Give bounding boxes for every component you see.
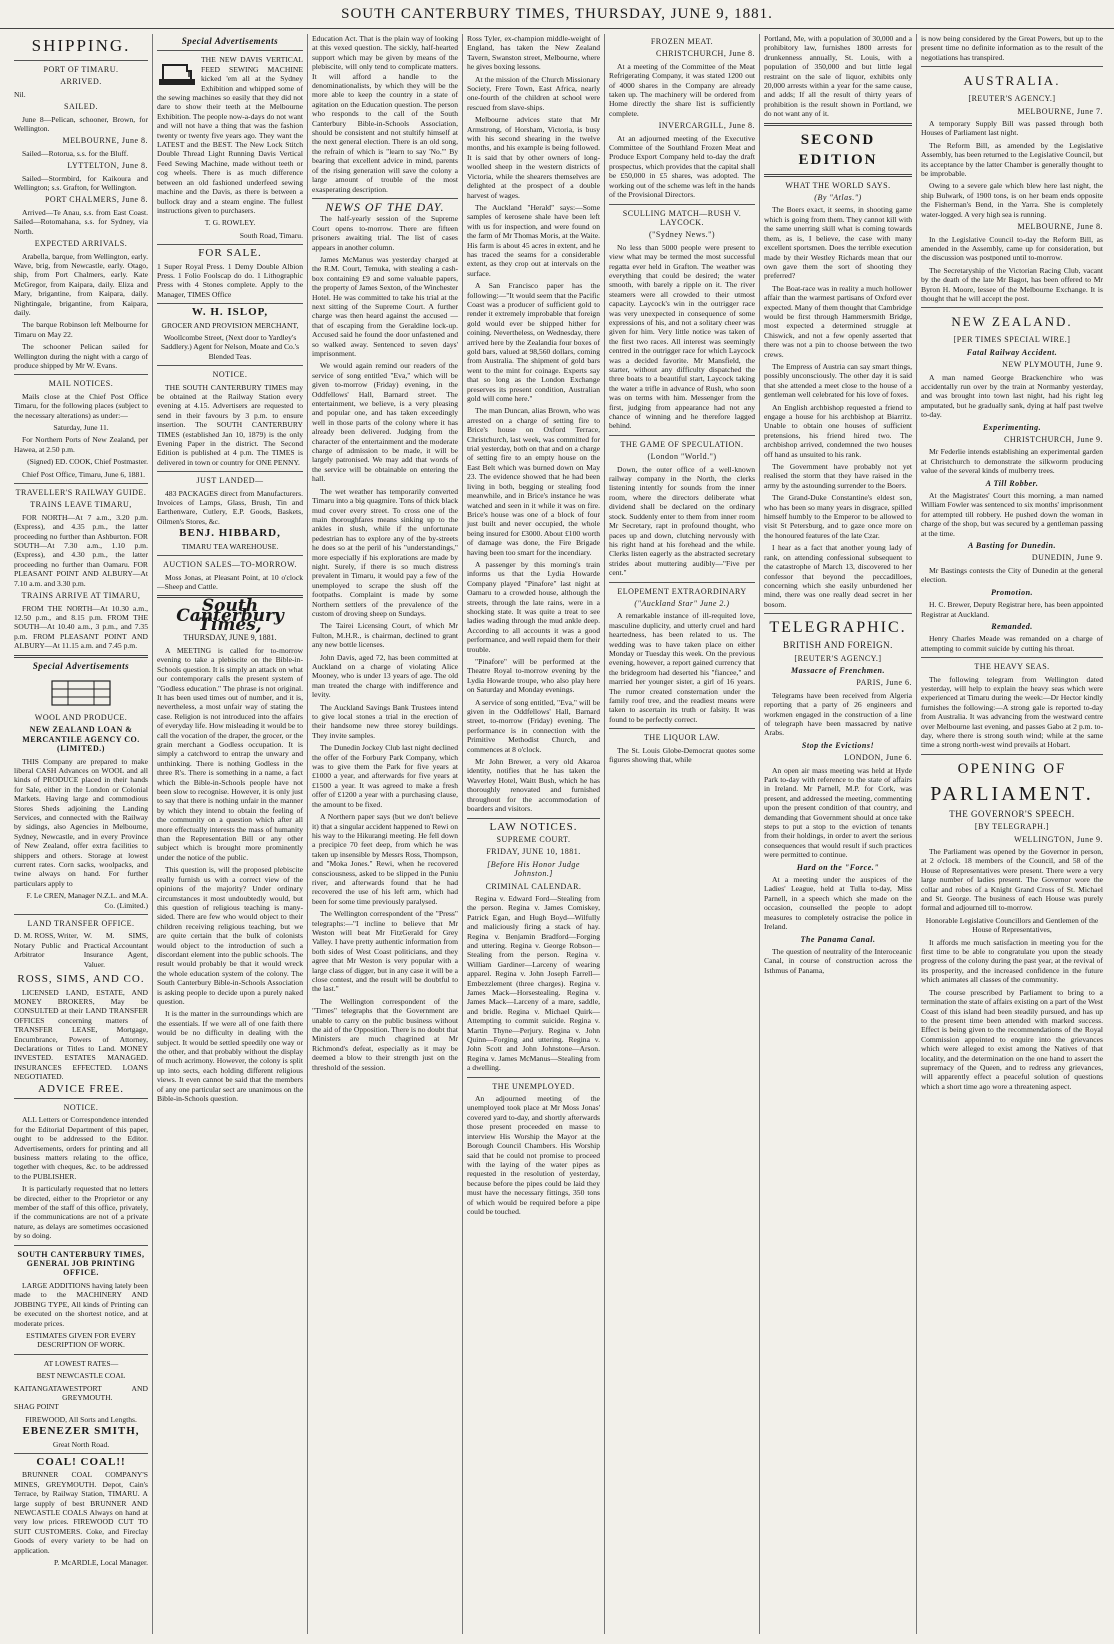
- liquor-text: The St. Louis Globe-Democrat quotes some figures showing that, while: [609, 745, 755, 765]
- frozen-text-2: At an adjourned meeting of the Executive Committee of the Southland Frozen Meat and Produce Export Company held to-day the draft prospectus, which provides that the capital shall be £50,000 in £5 shares, was adopted. The working out of the scheme was left in the hands of the Provisional Directors.: [609, 133, 755, 200]
- mail-signature: (Signed) ED. COOK, Chief Postmaster.: [27, 457, 148, 467]
- land-advice: ADVICE FREE.: [38, 1082, 124, 1095]
- news-item-1: The half-yearly session of the Supreme Court opens to-morrow. There are fifteen prisoners awaiting trial. The list of cases appears in another column.: [312, 214, 458, 252]
- paper-date: THURSDAY, JUNE 9, 1881.: [183, 632, 277, 642]
- auction-text: Moss Jonas, at Pleasant Point, at 10 o'clock—Sheep and Cattle.: [157, 572, 303, 591]
- reuters-credit: [REUTER'S AGENCY.]: [794, 653, 882, 663]
- experimenting-dateline: CHRISTCHURCH, June 9.: [1004, 435, 1103, 444]
- wellington-dateline: WELLINGTON, June 9.: [1014, 834, 1103, 844]
- for-sale-text: 1 Super Royal Press. 1 Demy Double Albion Press. 1 Folio Foolscap do do. 1 Lithographic Press with 4 Stones complete. Apply to the Manager, TIMES Office: [157, 261, 303, 299]
- speculation-heading: THE GAME OF SPECULATION.: [620, 439, 744, 449]
- frozen-dateline-2: INVERCARGILL, June 8.: [658, 121, 755, 131]
- lyttelton-dateline: LYTTELTON, June 8.: [67, 161, 148, 171]
- opening-of-heading: OPENING OF: [957, 760, 1067, 777]
- land-heading: LAND TRANSFER OFFICE.: [27, 919, 135, 929]
- evictions-text: An open air mass meeting was held at Hyde Park to-day with reference to the state of affairs in Ireland. Mr Parnell, M.P. for Cork, was present, and addressed the meeting, commenting upon the present condition of that country, and demanding that Government should at once take steps to put a stop to the eviction of tenants from their holdings, in order to avert the serious consequences that would result if such practices were permitted to continue.: [764, 765, 912, 860]
- basting-text: Mr Bastings contests the City of Dunedin at the general election.: [921, 565, 1103, 585]
- leader-para-3: It is the matter in the surroundings which are the essentials. If we were all of one faith there would be no difficulty in dealing with the subject. It would be settled speedily one way or the other, and that probably without the display of much acrimony. However, the colony is split up into sects, each holding different religious views. It even cannot be said that the members of any one particular sect are unanimous on the Bible-in-Schools question.: [157, 1009, 303, 1104]
- massacre-heading: Massacre of Frenchmen.: [791, 665, 885, 675]
- mail-text-2: For Northern Ports of New Zealand, per Hawea, at 2.50 p.m.: [14, 435, 148, 454]
- news-item-c: The Auckland "Herald" says:—Some samples of kerosene shale have been left with us for inspection, and were found on the farm of Mr Thomas Moris, at the Waite. His farm is about 45 acres in extent, and he has traced the seams for a considerable extent, as they crop out at intervals on the surface.: [467, 202, 600, 278]
- davis-text: THE NEW DAVIS VERTICAL FEED SEWING MACHINE kicked 'em all at the Sydney Exhibition and whipped some of the sewing machines so easily that they did not dare to show their teeth at the Melbourne Exhibition. The people now-a-days do not want and will not have a thing that was the fashion twenty or twenty five years ago. They want the LATEST and the BEST. The New Lock Stitch Double Thread Light Running Davis Vertical Feed Sewing Machine, made without teeth or cog wheels. There is as much difference between an old fashioned underfeed sewing machine and the Davis, as there is between a bullock dray and a steam engine. The fullest instructions given to purchasers.: [157, 55, 303, 215]
- coal-firewood: FIREWOOD, All Sorts and Lengths.: [25, 1414, 137, 1424]
- news-item-7: The Auckland Savings Bank Trustees intend to give local stones a trial in the erection of their handsome new three storey buildings. They invite samples.: [312, 702, 458, 740]
- davis-signature: T. G. ROWLEY.: [204, 218, 256, 228]
- notice-text: ALL Letters or Correspondence intended for the Editorial Department of this paper, ought to be addressed to the Editor. Advertisements, orders for printing and all business matters relating to the office, together with cheques, &c. to be addressed to the PUBLISHER.: [14, 1115, 148, 1181]
- news-item-b: Melbourne advices state that Mr Armstrong, of Horsham, Victoria, is busy with his second shearing in the twelve months, and his example is being followed. It is said that by other owners of long-woolled sheep in the western districts of Victoria, while the shearers themselves are delighted at the prospect of a double harvest of wages.: [467, 115, 600, 200]
- world-text-2: The Boat-race was in reality a much hollower affair than the warmest partisans of Oxford ever expected. Many of them thought that Cambridge would be first through Hammersmith Bridge, most expected a determined struggle at Chiswick, and not a few openly asserted that there was not a pin to choose between the two crews.: [764, 283, 912, 359]
- heavy-seas-heading: THE HEAVY SEAS.: [974, 662, 1050, 672]
- port-chalmers-dateline: PORT CHALMERS, June 8.: [44, 195, 148, 205]
- sculling-heading: SCULLING MATCH—RUSH V. LAYCOCK.: [622, 208, 742, 227]
- news-item-6: John Davis, aged 72, has been committed at Auckland on a charge of violating Alice Mooney, who is under 13 years of age. The old man treated the charge with indifference and levity.: [312, 652, 458, 700]
- news-item-2: James McManus was yesterday charged at the R.M. Court, Temuka, with stealing a cash-box containing £9 and some valuable papers, the property of James Sexton, of the Winchester Hotel. He was committed to take his trial at the next sitting of the Supreme Court. A further charge was then heard against the accused —that of escaping from the Geraldine lock-up. Accused said he found the door unfastened and so walked away. Sentenced to seven days' imprisonment.: [312, 254, 458, 358]
- coal2-signature: P. McARDLE, Local Manager.: [53, 1558, 148, 1568]
- australia-dateline: MELBOURNE, June 7.: [1017, 106, 1103, 116]
- news-item-i: Mr John Brewer, a very old Akaroa identity, notifies that he has taken the Waverley Hotel, Waitt Bush, which he has thoroughly renovated and furnished throughout for the accommodation of boarders and visitors.: [467, 757, 600, 814]
- australia-credit: [REUTER'S AGENCY.]: [968, 94, 1056, 104]
- leader-para-2: This question is, will the proposed plebiscite really furnish us with a correct view of the opinions of the majority? Under ordinary circumstances it most undoubtedly would, but this question of religious teaching is many-sided. There are few who would object to their children receiving religious teaching, but we are quite certain that the bulk of colonists would object to the introduction of such a discordant element into the public schools. The result would probably be that it would wreck the whole education system of the colony. The South Canterbury Bible-in-Schools Association is asking people to decide upon a purely naked question.: [157, 865, 303, 1006]
- wool-heading: WOOL AND PRODUCE.: [34, 712, 128, 722]
- special-ads-heading-2: Special Advertisements: [181, 36, 279, 46]
- sailed-text: June 8—Pelican, schooner, Brown, for Wellington.: [14, 114, 148, 134]
- leader-continued: Education Act. That is the plain way of looking at this vexed question. The sickly, half-hearted support which may be given by means of the plebiscite, will only tend to complicate matters. It will afford a handle to the denominationalists, by which they will be the more able to keep the country in a state of agitation on the Education question. The person who responds to the call of the South Canterbury Bible-in-Schools Association, should be consistent and not stultify himself at the next general election. There is an old song, the refrain of which is "learn to say 'No.'" By bearing that excellent advice in mind, parents of the rising generation will save the colony a large amount of trouble of the most exasperating description.: [312, 34, 458, 194]
- australia-heading: AUSTRALIA.: [963, 73, 1061, 89]
- frozen-text: At a meeting of the Committee of the Meat Refrigerating Company, it was stated 1200 out of 4000 shares in the Company are already taken up. The machinery will be ordered from Home directly the share list is sufficiently complete.: [609, 61, 755, 118]
- accident-dateline: NEW PLYMOUTH, June 9.: [1002, 360, 1103, 370]
- news-item-4: The wet weather has temporarily converted Timaru into a big quagmire. Tons of thick black mud cover every street. To cross one of the main thoroughfares means sinking up to the ankles in slush, while if the unfortunate pedestrian has to explore any of the by-streets he does so at the peril of his "understandings," more especially if his explorations are made by night. Surely, if there is so much distress prevalent in Timaru, it would pay a few of the unemployed to scrape the slush off the footpaths. Complaint is made by some Northern settlers of the prevalence of the custom of droving sheep on Sundays.: [312, 486, 458, 618]
- governor-text-4: The course prescribed by Parliament to bring to a termination the state of affairs existing on a part of the West Coast of this island had been steadily pursued, and has up to the present time been attended with marked success. Effect is being given to the recommendations of the Royal Commission appointed to enquire into the grievances which were alleged to exist among the Natives of that locality, and the determination on the one hand to assert the supremacy of the Queen, and to redress any grievances, will apparently effect a peaceful solution of questions which a short time ago wore a threatening aspect.: [921, 987, 1103, 1091]
- coal-merchant-name: EBENEZER SMITH,: [22, 1425, 140, 1438]
- criminal-calendar-text: Regina v. Edward Ford—Stealing from the person. Regina v. James Comiskey, Patrick Egan, and Hugh Boyd—Wilfully and maliciously firing a stack of hay. Regina v. Benjamin Bradford—Forging and uttering. Regina v. George Robson—Stealing from the person. Regina v. William Gardiner—Larceny of wearing apparel. Regina v. John Joseph Farrell—Embezzlement (three charges). Regina v. James Mack—Horsestealing. Regina v. James Mack—Larceny of a mare, saddle, and bridle. Regina v. Michael Quirk—Attempting to commit suicide. Regina v. Martin Thyne—Perjury. Regina v. John Quinn—Forging and uttering. Regina v. John Scott and John Johnstone—Arson. Regina v. James McManus—Stealing from a dwelling.: [467, 893, 600, 1073]
- unemployed-heading: THE UNEMPLOYED.: [492, 1081, 575, 1091]
- governor-text-1: The Parliament was opened by the Governor in person, at 2 o'clock. 18 members of the Council, and 58 of the House of Representatives were present. There were a very large number of ladies present. The Governor wore the collar and robes of a Knight Grand Cross of St. Michael and St. George. The business of each House was purely formal and adjourned till to-morrow.: [921, 847, 1103, 913]
- elopement-source: ("Auckland Star" June 2.): [634, 598, 730, 608]
- australia-text-4: In the Legislative Council to-day the Reform Bill, as amended in the Assembly, came up for consideration, but the discussion was postponed until to-morrow.: [921, 234, 1103, 263]
- column-6: [760, 34, 917, 1634]
- for-sale-heading: FOR SALE.: [198, 247, 262, 260]
- landed-text: 483 PACKAGES direct from Manufacturers. Invoices of Lamps, Glass, Brush, Tin and Earthenware, Cutlery, E.P. Goods, Baskets, Oilmen's Stores, &c.: [157, 488, 303, 526]
- news-item-8: The Dunedin Jockey Club last night declined the offer of the Forbury Park Company, which was to give them the Park for five years at £1000 a year, and afterwards for five years at £1500 a year. It was agreed to make a fresh offer of £1200 a year with a purchasing clause, the amount to be fixed.: [312, 743, 458, 809]
- sculling-source: ("Sydney News."): [648, 230, 716, 240]
- melbourne-text: Sailed—Rotorua, s.s. for the Bluff.: [22, 148, 129, 158]
- masthead: SOUTH CANTERBURY TIMES, THURSDAY, JUNE 9, 1881.: [0, 0, 1114, 29]
- remanded-heading: Remanded.: [991, 621, 1033, 631]
- coal-kaitangata: KAITANGATA: [14, 1383, 63, 1393]
- promotion-heading: Promotion.: [990, 587, 1034, 597]
- law-date: FRIDAY, JUNE 10, 1881.: [486, 847, 581, 857]
- news-item-3: We would again remind our readers of the service of song entitled "Eva," which will be given to-morrow (Friday) evening, in the Oddfellows' Hall, Barnard street. The entertainment, we believe, is a very pleasing and popular one, and has taken exceedingly well in those parts of the colony where it has already been delivered. Judging from the character of the entertainment and the moderate charge of admission to be made, it will be largely patronised. We may add that words of the service will be obtainable on entering the hall.: [312, 361, 458, 484]
- parliament-heading: PARLIAMENT.: [930, 782, 1094, 805]
- accident-text: A man named George Brackenchire who was accidentally run over by the train at Normanby yesterday, and was brought into town last night, had his right leg amputated, but he gradually sank, dying at half past twelve to-day.: [921, 372, 1103, 420]
- australia-text-3: Owing to a severe gale which blew here last night, the ship Bulwark, of 1900 tons, is on her beam ends opposite the Fisherman's Bend, in the Yarra. She is completely water-logged. A very high sea is running.: [921, 181, 1103, 219]
- hibbard-name: BENJ. HIBBARD,: [179, 527, 281, 540]
- basting-heading: A Basting for Dunedin.: [968, 541, 1056, 551]
- news-item-g: "Pinafore" will be performed at the Theatre Royal to-morrow evening by the Lydia Howarde troupe, who also play here on Saturday and Monday evenings.: [467, 657, 600, 695]
- force-text: At a meeting under the auspices of the Ladies' League, held at Tulla to-day, Miss Parnell, in a speech which she made on the occasion, counselled the people to adopt measures to completely ostracise the police in Ireland.: [764, 875, 912, 932]
- new-zealand-heading: NEW ZEALAND.: [951, 314, 1073, 330]
- evictions-dateline: LONDON, June 6.: [844, 753, 912, 763]
- elopement-heading: ELOPEMENT EXTRAORDINARY: [617, 586, 747, 596]
- news-item-d: A San Francisco paper has the following:—"It would seem that the Pacific Coast was a producer of sufficient gold to render it extremely improbable that foreign gold would ever be shipped hither for coining. Nevertheless, on Wednesday, there arrived here by the Zealandia four boxes of gold bars, valued at 98,560 dollars, coming from Australia. The shipment of gold bars went to the mint for coinage. Experts say that so long as the London Exchange preserves its present condition, Australian gold will come here.": [467, 281, 600, 404]
- notice-text-2: It is particularly requested that no letters be directed, either to the Proprietor or any member of the staff of this office, privately, if the communications are not of a private nature, as delays are sometimes occasioned by so doing.: [14, 1184, 148, 1241]
- railway-subheading: TRAINS LEAVE TIMARU,: [30, 500, 132, 510]
- mail-text: Mails close at the Chief Post Office Timaru, for the following places (subject to the necessary alterations) as under:—: [14, 391, 148, 420]
- governors-speech-heading: THE GOVERNOR'S SPEECH.: [949, 808, 1075, 819]
- islop-text: Woollcombe Street, (Next door to Yardley's Saddlery.) Agent for Nelson, Moate and Co.'s Blended Teas.: [160, 332, 300, 361]
- expected-text-3: The schooner Pelican sailed for Wellington during the night with a cargo of produce shipped by Mr W. Evans.: [14, 342, 148, 370]
- law-judge: [Before His Honor Judge Johnston.]: [487, 859, 580, 879]
- land-partner-left: D. M. ROSS, Writer, Notary Public and Arbitrator: [14, 931, 79, 960]
- job-heading: SOUTH CANTERBURY TIMES, GENERAL JOB PRINTING OFFICE.: [17, 1249, 145, 1278]
- davis-address: South Road, Timaru.: [239, 230, 303, 240]
- telegraphic-subheading: BRITISH AND FOREIGN.: [783, 640, 893, 651]
- telegraphic-heading: TELEGRAPHIC.: [769, 619, 907, 637]
- massacre-dateline: PARIS, June 6.: [856, 678, 912, 688]
- coal-westport: WESTPORT AND GREYMOUTH.: [62, 1383, 148, 1402]
- world-byline: (By "Atlas."): [814, 193, 862, 203]
- sewing-machine-illustration: [157, 57, 197, 87]
- experimenting-heading: Experimenting.: [982, 422, 1042, 432]
- new-zealand-credit: [PER TIMES SPECIAL WIRE.]: [953, 335, 1071, 345]
- coal2-text: BRUNNER COAL COMPANY'S MINES, GREYMOUTH. Depot, Cain's Terrace, by Railway Station, TIMARU. A large supply of best BRUNNER AND NEWCASTLE COALS Always on hand at very low prices. FIREWOOD CUT TO SUIT CUSTOMERS. Coke, and Fireclay Goods of every variety to be had on application.: [14, 1470, 148, 1555]
- column-5: [605, 34, 760, 1634]
- evictions-heading: Stop the Evictions!: [801, 740, 875, 750]
- law-subheading: SUPREME COURT.: [496, 834, 571, 844]
- wool-bale-illustration: [46, 675, 116, 709]
- notice-heading-2: NOTICE.: [212, 370, 248, 380]
- governor-address: Honorable Legislative Councillors and Gentlemen of the House of Representatives,: [925, 915, 1099, 935]
- promotion-text: H. C. Brewer, Deputy Registrar here, has been appointed Registrar at Auckland.: [921, 600, 1103, 619]
- notice-heading: NOTICE.: [63, 1102, 99, 1112]
- sculling-text: No less than 5000 people were present to view what may be termed the most successful regatta ever held in Grafton. The weather was everything that could be desired; the water smooth, with barely a ripple on it. The river steamers were all crowded to their utmost capacity. Laycock's win in the outrigger race was very unexpected in consequence of some expressions of his, and not a solitary cheer was given for him. Very little notice was taken of the first two races. All interest was seemingly centred in the outrigger race for which Laycock was a decided favorite. Mr Mansfield, the starter, without any difficulty dispatched the three boats to a beautiful start, Laycock taking the water a trifle in advance of Rush, who soon was on terms with him. Messenger from the first, judging from appearance had not any chance of winning and he therefore lagged behind.: [609, 242, 755, 431]
- nzl-text: THIS Company are prepared to make liberal CASH Advances on WOOL and all kinds of PRODUCE placed in their hands for Sale, either in the London or Colonial Markets. Having large and commodious Stores Sheds adjoining the Landing Services, and connected with the Railway by sidings, also Agencies in Melbourne, Sydney, Newcastle, and in every Province of New Zealand, offer extra facilities to shippers and others. Storage at lowest current rates. Corn sacks, woolpacks, and twine always on hand. For further particulars apply to: [14, 756, 148, 888]
- news-item-e: The man Duncan, alias Brown, who was arrested on a charge of setting fire to Brice's house on Oxford Terrace, Christchurch, last week, was committed for trial yesterday, both on that and on a charge of setting fire to an empty house on the East Belt which was burned down on May 23. The evidence showed that he had been living in both, begging or stealing food meanwhile, and in Brice's instance he was watched and seen in it while it was on fire. Brice's house was one of a block of four just built and never occupied, the whole being insured for £3000. About £100 worth of damage was done, the Fire Brigade having been too smart for the incendiary.: [467, 406, 600, 557]
- arrived-text: Nil.: [14, 89, 26, 99]
- expected-text: Arabella, barque, from Wellington, early. Wave, brig, from Newcastle, early. Otago, ship, from Port Chalmers, early. Kate McGregor, from Kaipara, daily. Eliza and Mary, brigantine, from Kaipara, daily. Nightingale, brigantine, from Kaipara, daily.: [14, 251, 148, 317]
- elopement-text: A remarkable instance of ill-requited love, masculine duplicity, and utterly cruel and hard heartedness, has been related to us. The wedding was to have taken place on either Monday or Tuesday this week. On the previous evening, however, a report gained currency that the bridegroom had deserted his "fiancee," and married her younger sister, a girl of 16 years. The rumor created consternation under the family roof tree, and the readiest means were taken to ascertain its truth or falsity. It was found to be perfectly correct.: [609, 611, 755, 724]
- melbourne-dateline: MELBOURNE, June 8.: [62, 136, 148, 146]
- news-continued: Ross Tyler, ex-champion middle-weight of England, has taken the New Zealand Tavern, Swanston street, Melbourne, where he gives boxing lessons.: [467, 34, 600, 72]
- speculation-source: (London "World."): [647, 452, 717, 462]
- nzl-heading: NEW ZEALAND LOAN & MERCANTILE AGENCY CO. (LIMITED.): [22, 725, 140, 754]
- coal-heading: AT LOWEST RATES—: [43, 1358, 119, 1368]
- australia-text-1: A temporary Supply Bill was passed through both Houses of Parliament last night.: [921, 119, 1103, 138]
- world-text-5: The Government have probably not yet realised the storm that they have raised in the army by the astounding surrender to the Boers.: [764, 462, 912, 490]
- column-7: [917, 34, 1107, 1634]
- world-text-4: An English archbishop requested a friend to engage a house for his archbishop at Biarritz. Unable to obtain one houses of sufficient pretensions, his friend hired two. The archbishop arrived, condemned the two houses off hand as unsuited to his rank.: [764, 402, 912, 459]
- land-text: LICENSED LAND, ESTATE, AND MONEY BROKERS, May be CONSULTED at their LAND TRANSFER OFFICES concerning matters of TRANSFER LEASE, Mortgage, Encumbrance, Powers of Attorney, Declarations or Titles to Land. MONEY INVESTED. ESTATES MANAGED. INSURANCES EFFECTED. LOANS NEGOTIATED.: [14, 987, 148, 1082]
- frozen-meat-heading: FROZEN MEAT.: [650, 37, 714, 46]
- land-firm: ROSS, SIMS, AND CO.: [17, 973, 145, 986]
- lyttelton-text: Sailed—Stormbird, for Kaikoura and Wellington; s.s. Grafton, for Wellington.: [14, 173, 148, 193]
- auction-heading: AUCTION SALES—TO-MORROW.: [163, 560, 297, 570]
- liquor-continued: Portland, Me, with a population of 30,000 and a prohibitory law, furnishes 1800 arrests for drunkenness annually, St. Louis, with a population of 350,000 and but little legal restraint on the sale of liquor, exhibits only 20,000 arrests within a year for the same cause, and adds; If all the result of thirty years of prohibition is the result shown in Portland, we do not want any of it.: [764, 34, 912, 119]
- coal-shag-point: SHAG POINT: [14, 1402, 59, 1412]
- world-text-6: The Grand-Duke Constantine's eldest son, who has been so many years in disgrace, spilled himself humbly to the Emperor to be allowed to visit St Petersburg, and to gaze once more on the honoured features of the late Czar.: [764, 493, 912, 540]
- till-robber-text: At the Magistrates' Court this morning, a man named William Fowler was sentenced to six months' imprisonment for attempted till robbery. He pushed down the woman in charge of the shop, but was secured by a gentleman passing at the time.: [921, 491, 1103, 538]
- coal-best: BEST NEWCASTLE COAL: [36, 1371, 126, 1381]
- mail-heading: MAIL NOTICES.: [48, 379, 114, 389]
- news-item-h: A service of song entitled, "Eva," will be given in the Oddfellows' Hall, Barnard street, to-morrow (Friday) evening. The performance is in connection with the Primitive Methodist Church, and commences at 8 o'clock.: [467, 697, 600, 754]
- news-item-a: At the mission of the Church Missionary Society, Frere Town, East Africa, nearly one-fourth of the children at school were rescued from slave-ships.: [467, 74, 600, 112]
- telegraph-credit: [BY TELEGRAPH.]: [974, 822, 1050, 832]
- mail-day: Saturday, June 11.: [53, 423, 109, 432]
- railway-subheading-2: TRAINS ARRIVE AT TIMARU,: [21, 591, 141, 601]
- law-heading: LAW NOTICES.: [489, 820, 578, 833]
- landed-heading: JUST LANDED—: [196, 476, 264, 486]
- till-robber-heading: A Till Robber.: [985, 478, 1039, 488]
- sailed-heading: SAILED.: [64, 102, 98, 112]
- frozen-dateline: CHRISTCHURCH, June 8.: [656, 49, 755, 59]
- paper-nameplate: South Canterbury Times,: [176, 596, 284, 636]
- job-estimates: ESTIMATES GIVEN FOR EVERY DESCRIPTION OF WORK.: [26, 1330, 136, 1350]
- railway-text: FOR NORTH—At 7 a.m., 3.20 p.m. (Express), and 4.35 p.m., the latter proceeding no further than Ashburton. FOR SOUTH—At 7.30 a.m., 1.10 p.m. (Express), and 4.30 p.m., the latter proceeding no further than Oamaru. FOR PLEASANT POINT AND ALBURY—At 7.10 a.m. and 3.30 p.m.: [14, 512, 148, 588]
- news-item-10: The Wellington correspondent of the "Press" telegraphs:—"I incline to believe that Mr Weston will beat Mr FitzGerald for Grey Valley. I have pretty authentic information from both sides of West Coast politicians, and they agree that Mr Weston is very popular with a large class of digger, but in any case it will be a close contest, and the result will be doubtful to the last.": [312, 909, 458, 994]
- australia-text-5: The Secretaryship of the Victorian Racing Club, vacant by the death of the late Mr Bagot, has been offered to Mr Byron H. Moore, lessee of the Melbourne Exchange. It is thought that he will accept the post.: [921, 265, 1103, 303]
- expected-text-2: The barque Robinson left Melbourne for Timaru on May 22.: [14, 320, 148, 339]
- railway-text-2: FROM THE NORTH—At 10.30 a.m., 12.50 p.m., and 8.15 p.m. FROM THE SOUTH—At 10.40 a.m., 3 p.m., and 7.35 p.m. FROM PLEASANT POINT AND ALBURY—At 11.15 a.m. and 7.45 p.m.: [14, 603, 148, 651]
- liquor-heading: THE LIQUOR LAW.: [643, 733, 721, 743]
- mail-date: Chief Post Office, Timaru, June 6, 1881.: [22, 469, 146, 479]
- massacre-text: Telegrams have been received from Algeria reporting that a party of 26 engineers and workmen engaged in the construction of a line of telegraph have been massacred by native Arabs.: [764, 690, 912, 738]
- railway-heading: TRAVELLER'S RAILWAY GUIDE.: [15, 488, 147, 498]
- unemployed-text: An adjourned meeting of the unemployed took place at Mr Moss Jonas' covered yard to-day, and shortly afterwards those present proceeded en masse to interview His Worship the Mayor at the Borough Council Chambers. His Worship said that he could not promise to proceed with the laying of the water pipes as requested in the resolution of yesterday, because before the pipes could be laid they must have the necessary fittings, 350 tons of which would be required before a pipe could be touched.: [467, 1094, 600, 1216]
- port-chalmers-text: Arrived—Te Anau, s.s. from East Coast. Sailed—Rotomahana, s.s. for Sydney, via North.: [14, 207, 148, 236]
- heavy-seas-text: The following telegram from Wellington dated yesterday, will help to explain the heavy seas which were experienced at Timaru during the week:—Dr Hector kindly furnishes the following:—A strong gale is reported to-day from Australia. It was advancing from the westward centre over Melbourne last evening, and passes Gabo at 2 p.m. to-day, where there is strong south wind; while at the same time a strong north-west wind prevails at Hobart.: [921, 674, 1103, 750]
- news-item-11: The Wellington correspondent of the "Times" telegraphs that the Government are unable to carry on the public business without the aid of the Opposition. There is no doubt that Ministers are much chagrined at Mr Richmond's defeat, especially as it may be deemed a blow to their strength just on the threshold of the session.: [312, 996, 458, 1072]
- second-edition-heading: SECOND EDITION: [798, 131, 878, 168]
- world-text-1: The Boers exact, it seems, in shooting game which is going from them. They cannot kill with the same unerring skill what is coming towards them, as is, I believe, the case with many excellent sportsmen. Does the terrible execution made by their Westley Richards mean that our own gave them the sort of shooting they preferred?: [764, 205, 912, 281]
- column-4: [463, 34, 605, 1634]
- job-text: LARGE ADDITIONS having lately been made to the MACHINERY AND JOBBING TYPE, All kinds of Printing can be executed on the shortest notice, and at moderate prices.: [14, 1280, 148, 1328]
- panama-heading: The Panama Canal.: [800, 934, 876, 944]
- governor-text-3: It affords me much satisfaction in meeting you for the first time to be able to congratulate you upon the steady progress of the colony during the past year, at the revival of its prosperity, and the increased confidence in the future which animates all classes of the community.: [921, 937, 1103, 985]
- islop-heading: W. H. ISLOP,: [191, 306, 269, 319]
- nzl-signature: F. Le CREN, Manager N.Z.L. and M.A. Co. (Limited.): [26, 891, 148, 910]
- column-3: [308, 34, 463, 1634]
- australia-text-2: The Reform Bill, as amended by the Legislative Assembly, has been returned to the Legislative Council, but its acceptance by the latter Chamber is generally thought to be improbable.: [921, 140, 1103, 179]
- land-partner-right: W. M. SIMS, Practical Accountant Insurance Agent, Valuer.: [83, 931, 148, 969]
- panama-text: The question of neutrality of the Interoceanic Canal, in course of construction across the Isthmus of Panama,: [764, 946, 912, 975]
- experimenting-text: Mr Federlie intends establishing an experimental garden at Christchurch to demonstrate the silkworm producing value of the several kinds of mulberry trees.: [921, 447, 1103, 476]
- port-heading: PORT OF TIMARU.: [43, 65, 119, 74]
- expected-heading: EXPECTED ARRIVALS.: [34, 239, 128, 249]
- australia-dateline-2: MELBOURNE, June 8.: [1017, 222, 1103, 232]
- coal2-heading: COAL! COAL!!: [36, 1455, 126, 1468]
- criminal-calendar-heading: CRIMINAL CALENDAR.: [485, 881, 582, 891]
- column-2: [153, 34, 308, 1634]
- world-text-7: I hear as a fact that another young lady of rank, on attending confessional subsequent to the catastrophe of March 13, discovered to her confessor that beyond the peccadilloes, concerning which she easily unburdened her mind, there was one really dead secret in her bosom.: [764, 543, 912, 609]
- shipping-heading: SHIPPING.: [31, 36, 131, 55]
- column-1: [10, 34, 153, 1634]
- world-text-3: The Empress of Austria can say smart things, possibly unconsciously. The other day it is said that she attended a meet close to the house of a gentleman well celebrated for his love of foxes.: [764, 361, 912, 400]
- world-heading: WHAT THE WORLD SAYS.: [785, 180, 891, 190]
- arrived-heading: ARRIVED.: [60, 77, 102, 87]
- accident-heading: Fatal Railway Accident.: [966, 347, 1058, 357]
- news-of-the-day-heading: NEWS OF THE DAY.: [325, 199, 445, 214]
- hibbard-address: TIMARU TEA WAREHOUSE.: [181, 541, 279, 551]
- basting-dateline: DUNEDIN, June 9.: [1031, 553, 1103, 563]
- special-ads-heading: Special Advertisements: [32, 660, 130, 671]
- news-item-9: A Northern paper says (but we don't believe it) that a singular accident happened to Rewi on his way to the Hikurangi meeting. He fell down a precipice 70 feet deep, from which he was taken up insensible by Messrs Ross, Thompson, and "Moka Jones." Rewi, when he recovered consciousness, asked to be slipped in the Puniu river, and afterwards found that he had recovered the use of his left arm, which had been for some time previously paralysed.: [312, 812, 458, 906]
- leader-para-1: A MEETING is called for to-morrow evening to take a plebiscite on the Bible-in-Schools question. It is simply an attack on what our contemporary calls the present system of "Godless education." The phrase is not original. It has been used times out of number, and it is, nevertheless, a most unfair way of stating the case. Religion is not introduced into the affairs of everyday life. How misleading it would be to call the vocation of the draper, the grocer, or the grain merchant a Godless occupation. It is simply a catchword to entrap the unwary and unthinking. There is nothing Godless in the three R's. There is something in a name, a fact which the Bible-in-Schools people have not been slow to recognise. However, it is only just to say that there is nothing unfair in the manner by which they intend to obtain the feeling of the community on a question which after all more effectually interests the mass of humanity than the Representation Bill or any other subject which is brought more prominently under the notice of the public.: [157, 645, 303, 862]
- islop-subheading: GROCER AND PROVISION MERCHANT,: [161, 320, 299, 330]
- news-item-5: The Tairei Licensing Court, of which Mr Fulton, M.H.R., is chairman, declined to grant any new bottle licenses.: [312, 621, 458, 650]
- force-heading: Hard on the "Force.": [796, 862, 880, 872]
- panama-continued: is now being considered by the Great Powers, but up to the present time no definite information as to the result of the negotiations has transpired.: [921, 34, 1103, 62]
- speculation-text: Down, the outer office of a well-known railway company in the North, the clerks listening intently for sounds from the inner room, where the directors deliberate what dividend shall be declared on the ordinary stock. Suddenly enter to them from inner room Mr Secretary, rapt in profound thought, who paces up and down, clutching nervously with his right hand at his forehead and the while. Clerks listen eagerly as the abstracted secretary strides about muttering audibly—"Five per cent.": [609, 464, 755, 578]
- coal-address: Great North Road.: [52, 1439, 110, 1449]
- remanded-text: Henry Charles Meade was remanded on a charge of attempting to commit suicide by cutting his throat.: [921, 634, 1103, 653]
- notice-text-col2: THE SOUTH CANTERBURY TIMES may be obtained at the Railway Station every evening at 4.15. Advertisers are requested to send in their favours by 3 p.m. to ensure insertion. The SOUTH CANTERBURY TIMES (established Jan 10, 1879) is the only Evening Paper in the district. The Second Edition is published at 4 p.m. The TIMES is delivered in town or country for ONE PENNY.: [157, 382, 303, 467]
- news-item-f: A passenger by this morning's train informs us that the Lydia Howarde Company played "Pinafore" last night at Oamaru to a crowded house, although the streets, through the late rains, were in a shocking state. It was quite a treat to see ladies wading through the mud ankle deep. According to all accounts it was a good performance, and well repaid them for their trouble.: [467, 559, 600, 654]
